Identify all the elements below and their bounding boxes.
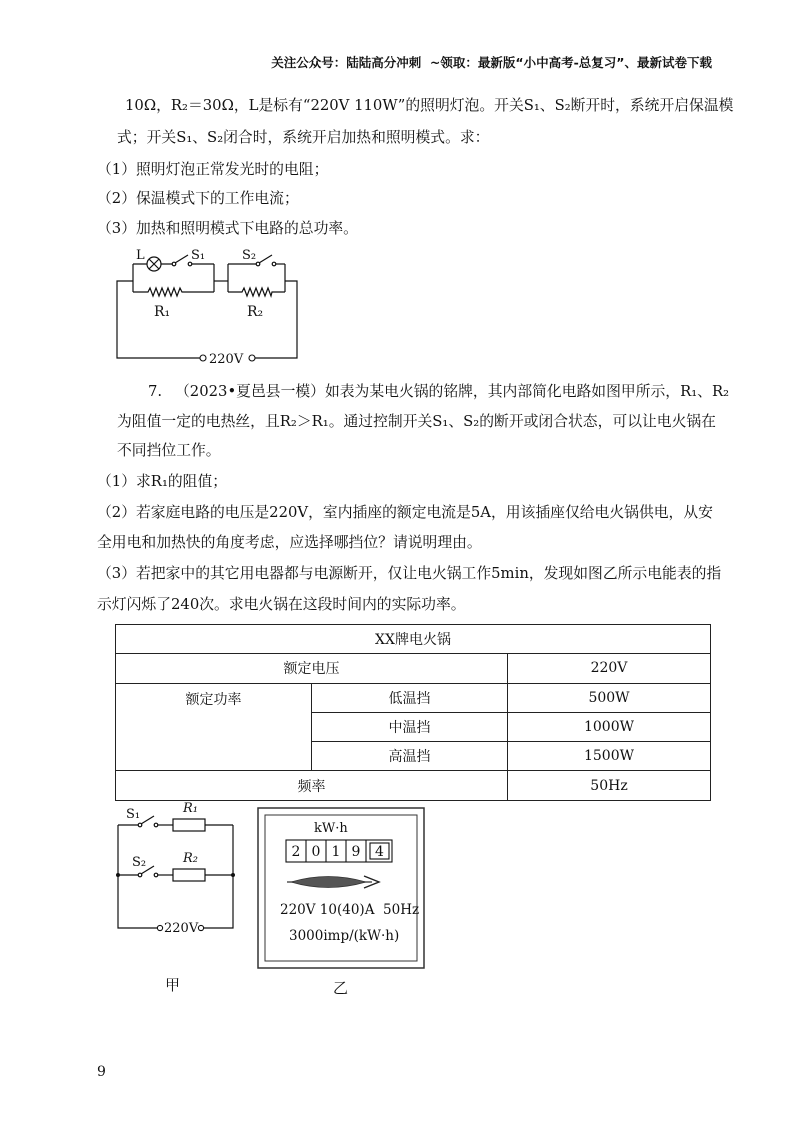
- jia-right-wire: [204, 825, 233, 928]
- q7-sub-question-2-line-2: 全用电和加热快的角度考虑，应选择哪挡位？请说明理由。: [97, 534, 482, 551]
- rated-voltage-value: 220V: [508, 654, 711, 683]
- figure-jia-caption: 甲: [165, 976, 181, 994]
- rated-voltage-label: 额定电压: [116, 654, 508, 683]
- q7-sub-question-2-line-1: （2）若家庭电路的电压是220V，室内插座的额定电流是5A，用该插座仅给电火锅供电，从安: [97, 504, 713, 521]
- switch-s2-symbol: [228, 255, 285, 266]
- jia-terminal-right: [198, 925, 203, 930]
- jia-junction-right: [231, 873, 235, 877]
- q7-sub-question-1: （1）求R₁的阻值；: [97, 473, 228, 490]
- meter-unit-label: kW·h: [314, 821, 348, 836]
- jia-switch-s2-label: S₂: [132, 855, 147, 870]
- table-title: XX牌电火锅: [116, 625, 711, 654]
- power-level-value: 1500W: [508, 742, 711, 771]
- meter-digit: 2: [291, 844, 301, 860]
- header-banner: 关注公众号：陆陆高分冲刺 ~领取：最新版“小中高考-总复习”、最新试卷下载: [271, 55, 712, 70]
- meter-digit: 9: [351, 844, 361, 860]
- jia-junction-left: [116, 873, 120, 877]
- jia-resistor-r2-label: R₂: [183, 851, 198, 866]
- table-row-rated-voltage: [116, 654, 711, 683]
- table-row-frequency: [116, 771, 711, 800]
- nameplate-table: [115, 624, 711, 801]
- power-level-value: 500W: [508, 683, 711, 712]
- q6-circuit-diagram: [110, 240, 310, 375]
- q7-sub-question-3-line-1: （3）若把家中的其它用电器都与电源断开，仅让电火锅工作5min，发现如图乙所示电能表的指: [97, 565, 722, 582]
- rated-power-label: 额定功率: [116, 683, 312, 771]
- figure-yi-caption: 乙: [333, 979, 349, 997]
- lamp-cross: [149, 259, 159, 269]
- q6-sub-question-2: （2）保温模式下的工作电流；: [97, 190, 299, 207]
- q6-sub-question-1: （1）照明灯泡正常发光时的电阻；: [97, 161, 329, 178]
- meter-digit: 1: [331, 844, 341, 860]
- source-terminal-left: [200, 355, 206, 361]
- resistor-r2-symbol: [228, 288, 285, 296]
- switch-s1-blade: [175, 255, 188, 263]
- jia-terminal-left: [157, 925, 162, 930]
- meter-digit: 0: [311, 844, 321, 860]
- q6-sub-question-3: （3）加热和照明模式下电路的总功率。: [97, 220, 358, 237]
- figure-jia-circuit: [110, 800, 245, 940]
- q7-stem-line-1: （2023•夏邑县一模）如表为某电火锅的铭牌，其内部简化电路如图甲所示，R₁、R₂: [175, 383, 730, 400]
- jia-resistor-r1: [173, 819, 205, 831]
- q6-circuit-wires: [117, 264, 297, 358]
- jia-resistor-r1-label: R₁: [183, 801, 198, 816]
- q7-stem-line-2: 为阻值一定的电热丝，且R₂＞R₁。通过控制开关S₁、S₂的断开或闭合状态，可以让电火锅在: [117, 413, 716, 430]
- table-row-low-power: [116, 683, 711, 712]
- meter-digit: 4: [375, 844, 384, 860]
- jia-source-voltage-label: 220V: [164, 921, 199, 936]
- resistor-r1-symbol: [133, 288, 214, 296]
- table-row-title: [116, 625, 711, 654]
- switch-s2-contact: [272, 262, 276, 266]
- q7-stem-line-3: 不同挡位工作。: [117, 442, 221, 459]
- q6-stem-line-1: 10Ω，R₂＝30Ω，L是标有“220V 110W”的照明灯泡。开关S₁、S₂断开时，系统开启保温模: [125, 97, 734, 114]
- meter-rotation-arrow-icon: [287, 876, 379, 888]
- frequency-value: 50Hz: [508, 771, 711, 800]
- lamp-label: L: [136, 248, 145, 263]
- q6-stem-line-2: 式；开关S₁、S₂闭合时，系统开启加热和照明模式。求：: [117, 129, 490, 146]
- frequency-label: 频率: [116, 771, 508, 800]
- power-level-value: 1000W: [508, 712, 711, 741]
- meter-rating-label: 220V 10(40)A 50Hz: [280, 902, 420, 918]
- power-level-name: 中温挡: [312, 712, 508, 741]
- arrow-lens: [291, 877, 366, 888]
- resistor-r2-label: R₂: [247, 304, 264, 320]
- figure-yi-energy-meter: [255, 805, 427, 971]
- jia-left-wire: [118, 825, 157, 928]
- source-voltage-label: 220V: [209, 352, 244, 367]
- jia-circuit-wires: [118, 825, 233, 928]
- switch-s2-label: S₂: [242, 248, 257, 263]
- page-number: 9: [97, 1064, 106, 1080]
- jia-switch-s1-label: S₁: [126, 807, 141, 822]
- jia-switch-s1-blade: [141, 816, 154, 824]
- q7-sub-question-3-line-2: 示灯闪烁了240次。求电火锅在这段时间内的实际功率。: [97, 596, 466, 613]
- jia-resistor-r2: [173, 869, 205, 881]
- resistor-r1-label: R₁: [154, 304, 171, 320]
- power-level-name: 高温挡: [312, 742, 508, 771]
- jia-switch-s1-contact: [154, 823, 158, 827]
- switch-s2-blade: [259, 255, 272, 263]
- jia-switch-s2-contact: [154, 873, 158, 877]
- source-terminal-right: [249, 355, 255, 361]
- meter-constant-label: 3000imp/(kW·h): [289, 928, 400, 944]
- power-level-name: 低温挡: [312, 683, 508, 712]
- switch-s1-label: S₁: [191, 248, 206, 263]
- q7-number: 7.: [148, 383, 163, 400]
